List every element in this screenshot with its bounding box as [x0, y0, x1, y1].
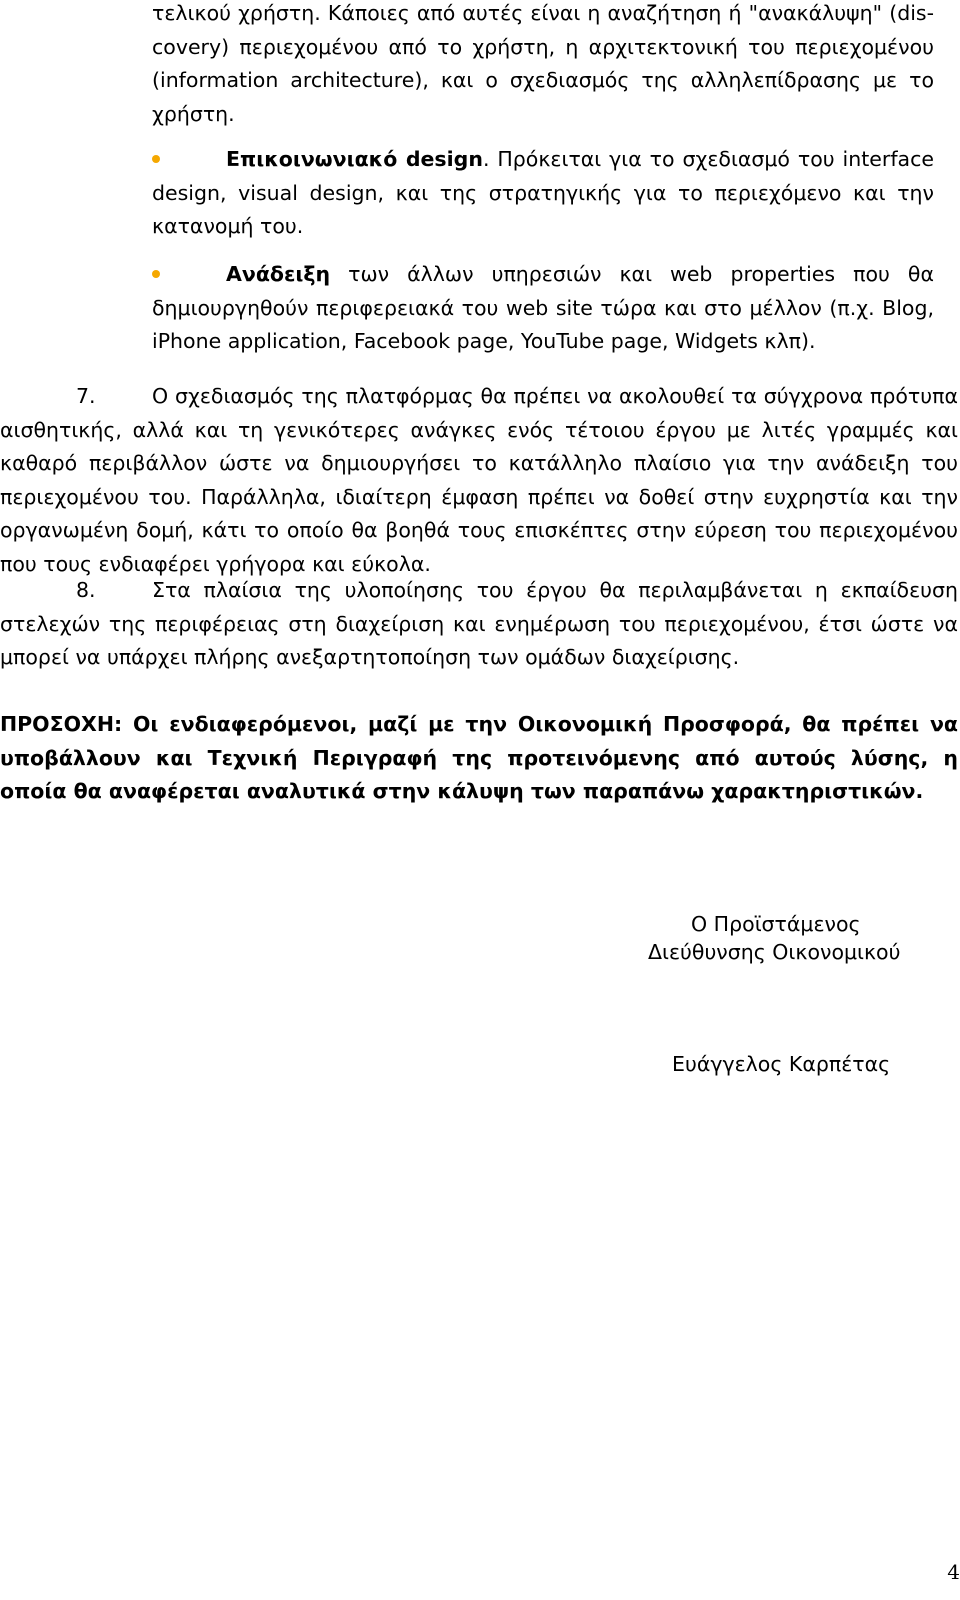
signature-name: Ευάγγελος Καρπέτας	[672, 1052, 891, 1076]
item-text: Ο σχεδιασμός της πλατφόρμας θα πρέπει να ακολουθεί τα σύγχρονα πρότυπα αισθητικής, αλλά και τη γενικότερες ανάγκες ενός τέτοιου έργου με λιτές γραμμές και καθαρό περιβάλλον ώστε να δημιουργήσει το κατάλληλο πλαίσιο για την ανάδειξη του περιεχομένου του. Παράλληλα, ιδιαίτερη έμφαση πρέπει να δοθεί στην ευχρηστία και την οργανωμένη δομή, κάτι το οποίο θα βοηθά τους επισκέπτες στην εύρεση του περιεχομένου που τους ενδιαφέρει γρήγορα και εύκολα.	[0, 384, 958, 576]
notice-paragraph	[0, 708, 958, 809]
intro-continuation: τελικού χρήστη. Κάποιες από αυτές είναι η αναζήτηση ή "ανακάλυψη" (dis-covery) περιεχομένου από το χρήστη, η αρχιτεκτονική του περιεχομένου (information architecture), και ο σχεδιασμός της αλληλεπίδρασης με το χρήστη.	[152, 1, 934, 126]
bullet-text: . Πρόκειται για το σχεδιασμό του interface design, visual design, και της στρατηγικής για το περιεχόμενο και την κατανομή του.	[152, 147, 934, 238]
bullet-title: Ανάδειξη	[226, 262, 331, 286]
numbered-item-7	[0, 380, 958, 581]
notice-label: ΠΡΟΣΟΧΗ:	[0, 712, 123, 736]
bullet-item-communication-design	[152, 143, 934, 244]
bullet-item-highlight	[152, 258, 934, 359]
bullet-text: των άλλων υπηρεσιών και web properties που θα δημιουργηθούν περιφερειακά του web site τώρα και στο μέλλον (π.χ. Blog, iPhone application, Facebook page, YouTube page, Widgets κλπ).	[152, 262, 934, 353]
numbered-item-8	[0, 574, 958, 675]
notice-text: Οι ενδιαφερόμενοι, μαζί με την Οικονομική Προσφορά, θα πρέπει να υποβάλλουν και Τεχνική Περιγραφή της προτεινόμενης από αυτούς λύσης, η οποία θα αναφέρεται αναλυτικά στην κάλυψη των παραπάνω χαρακτηριστικών.	[0, 712, 958, 803]
item-text: Στα πλαίσια της υλοποίησης του έργου θα περιλαμβάνεται η εκπαίδευση στελεχών της περιφέρειας στη διαχείριση και ενημέρωση του περιεχομένου, έτσι ώστε να μπορεί να υπάρχει πλήρης ανεξαρτητοποίηση των ομάδων διαχείρισης.	[0, 578, 958, 669]
bullet-title: Επικοινωνιακό design	[226, 147, 483, 171]
signature-title-line1: Ο Προϊστάμενος	[691, 912, 861, 936]
item-number: 7.	[76, 384, 96, 408]
signature-title-line2: Διεύθυνσης Οικονομικού	[648, 940, 901, 964]
item-number: 8.	[76, 578, 96, 602]
page-number: 4	[947, 1560, 960, 1584]
